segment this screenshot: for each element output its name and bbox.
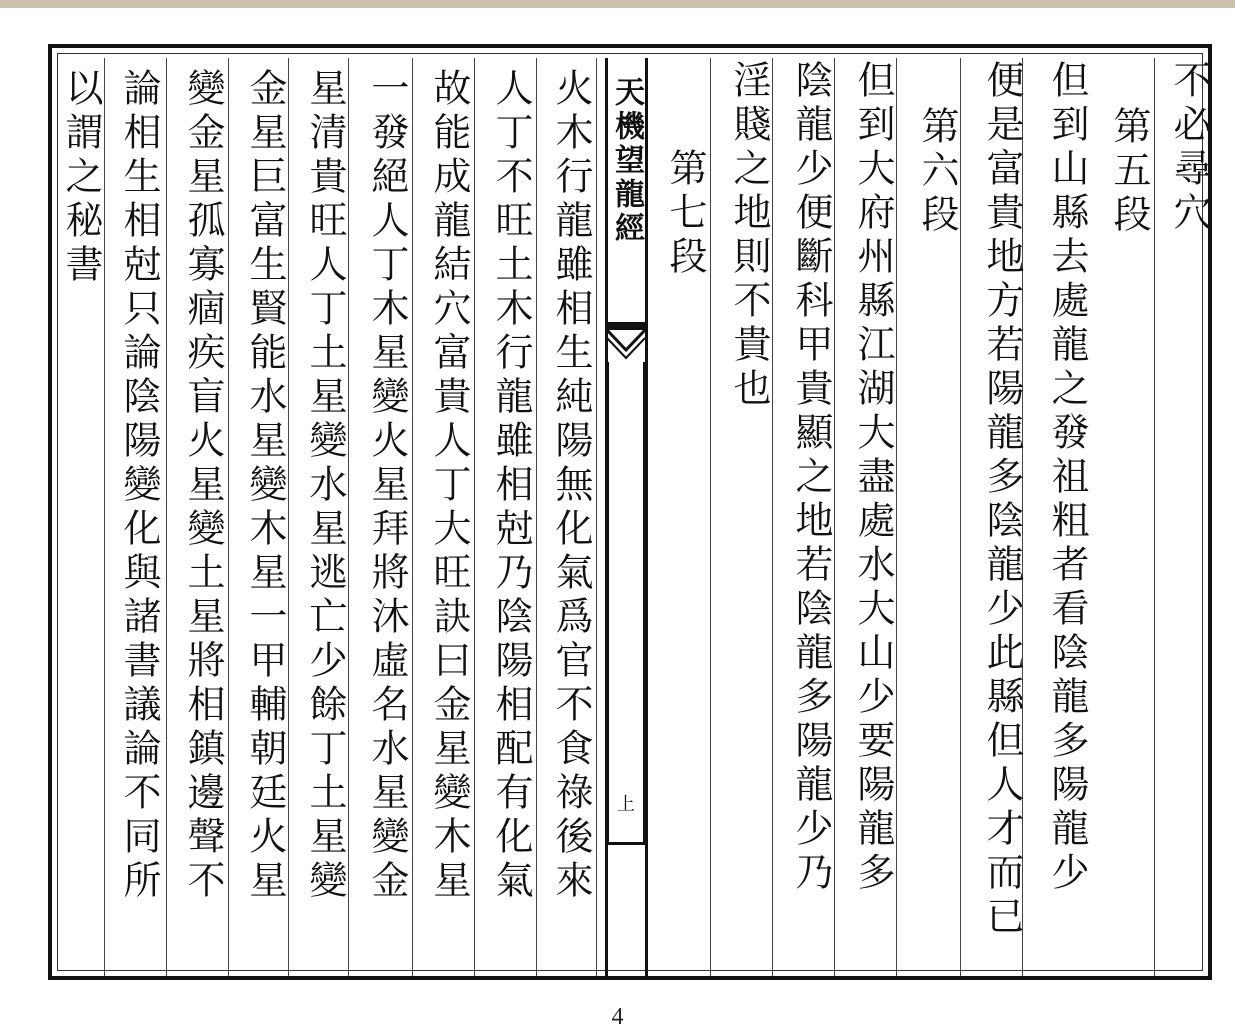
text-column: 論相生相尅只論陰陽變化與諸書議論不同所 [117, 68, 161, 904]
text-column: 陰龍少便斷科甲貴顯之地若陰龍多陽龍少乃 [789, 60, 833, 896]
text-column: 一發絕人丁木星變火星拜將沐虛名水星變金 [365, 68, 409, 904]
column-rule [536, 58, 537, 976]
banxin-fold [605, 58, 647, 976]
text-column: 火木行龍雖相生純陽無化氣爲官不食祿後來 [549, 68, 593, 904]
text-column: 不必尋穴 [1167, 60, 1211, 236]
page-number: 4 [611, 1004, 624, 1030]
text-column: 星清貴旺人丁土星變水星逃亡少餘丁土星變 [303, 68, 347, 904]
text-column: 故能成龍結穴富貴人丁大旺訣曰金星變木星 [427, 68, 471, 904]
text-column: 以謂之秘書 [59, 68, 103, 288]
text-column: 金星巨富生賢能水星變木星一甲輔朝廷火星 [243, 68, 287, 904]
column-rule [710, 58, 711, 976]
page-frame [48, 44, 1212, 980]
text-column: 變金星孤寡痼疾盲火星變土星將相鎮邊聲不 [181, 68, 225, 904]
column-rule [474, 58, 475, 976]
section-heading: 第七段 [663, 148, 707, 280]
banxin-bottom-rule [607, 842, 645, 845]
fishtail-mark-icon [605, 322, 647, 362]
section-heading: 第五段 [1107, 106, 1151, 238]
text-column: 便是富貴地方若陽龍多陰龍少此縣但人才而已 [980, 60, 1024, 940]
column-rule [228, 58, 229, 976]
banxin-title: 天機望龍經 [609, 76, 644, 246]
column-rule [1154, 58, 1155, 976]
column-rule [412, 58, 413, 976]
section-heading: 第六段 [915, 106, 959, 238]
text-column: 但到大府州縣江湖大盡處水大山少要陽龍多 [851, 60, 895, 896]
folio-mark: 上 [617, 794, 635, 815]
text-column: 但到山縣去處龍之發祖粗者看陰龍多陽龍少 [1045, 60, 1089, 896]
banxin-bar [607, 362, 645, 842]
top-border-band [0, 0, 1235, 8]
column-rule [596, 58, 597, 976]
text-column: 人丁不旺土木行龍雖相尅乃陰陽相配有化氣 [489, 68, 533, 904]
text-column: 淫賤之地則不貴也 [727, 60, 771, 412]
column-rule [166, 58, 167, 976]
